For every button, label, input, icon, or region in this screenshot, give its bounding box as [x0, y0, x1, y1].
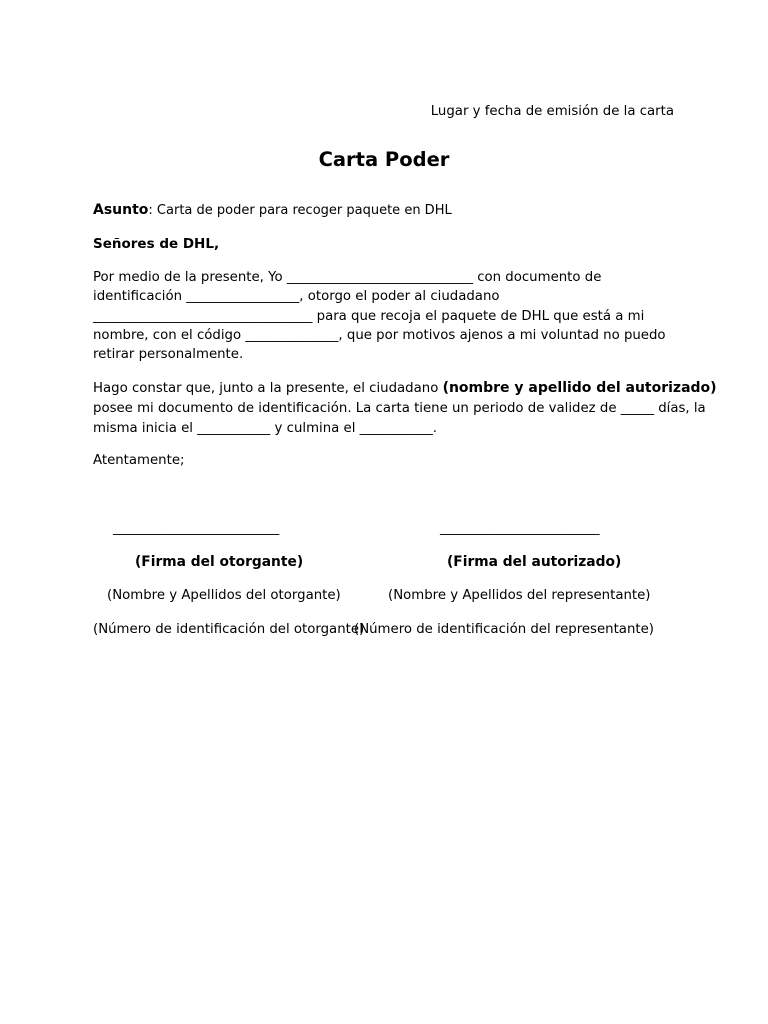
grantor-signature-line: _________________________: [113, 521, 280, 536]
document-title: Carta Poder: [318, 148, 450, 171]
grantor-id-label: (Número de identificación del otorgante): [93, 622, 365, 637]
paragraph-line: retirar personalmente.: [93, 347, 244, 363]
subject-text: : Carta de poder para recoger paquete en DHL: [148, 203, 452, 218]
place-and-date: Lugar y fecha de emisión de la carta: [430, 104, 674, 119]
paragraph-line: posee mi documento de identificación. La carta tiene un periodo de validez de _____ días, la: [93, 401, 706, 416]
grantor-signature-caption: (Firma del otorgante): [135, 554, 304, 570]
subject-label: Asunto: [93, 202, 149, 218]
paragraph-line: nombre, con el código ______________, que por motivos ajenos a mi voluntad no puedo: [93, 327, 666, 343]
subject-line: [93, 201, 452, 220]
body-paragraph-2: [93, 378, 717, 439]
paragraph-line: misma inicia el ___________ y culmina el ___________.: [93, 421, 437, 436]
paragraph-text: Hago constar que, junto a la presente, el ciudadano: [93, 381, 443, 396]
closing: Atentamente;: [93, 453, 185, 468]
paragraph-line: Por medio de la presente, Yo ____________________________ con documento de: [93, 270, 602, 285]
paragraph-line: identificación _________________, otorgo el poder al ciudadano: [93, 289, 500, 305]
authorized-signature-caption: (Firma del autorizado): [447, 554, 622, 570]
representative-id-label: (Número de identificación del representante): [354, 622, 654, 637]
authorized-signature-line: ________________________: [440, 521, 600, 536]
grantor-name-label: (Nombre y Apellidos del otorgante): [107, 588, 341, 603]
paragraph-line: [93, 378, 717, 399]
greeting: Señores de DHL,: [93, 236, 220, 252]
body-paragraph-1: [93, 268, 683, 364]
representative-name-label: (Nombre y Apellidos del representante): [388, 588, 651, 603]
authorized-name-placeholder: (nombre y apellido del autorizado): [442, 380, 717, 396]
paragraph-line: _________________________________ para que recoja el paquete de DHL que está a mi: [93, 308, 645, 324]
